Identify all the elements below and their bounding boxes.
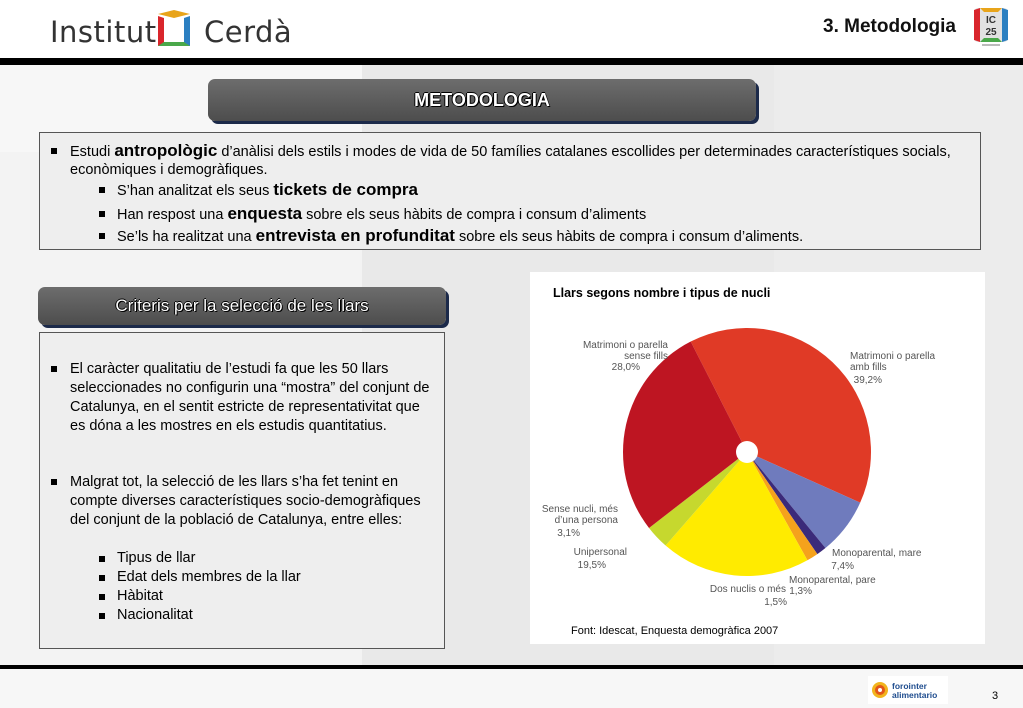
chart-source: Font: Idescat, Enquesta demogràfica 2007 xyxy=(571,625,779,637)
item-pre: Han respost una xyxy=(117,207,228,223)
header-rule xyxy=(0,58,1023,65)
criteris-paragraph-1: El caràcter qualitatiu de l’estudi fa que les 50 llars seleccionades no configurin una “mostra” del conjunt de Catalunya, en el sentit estricte de representativitat que es dóna a les mostres en els estudis quantitatius. xyxy=(70,360,435,436)
list-item: Tipus de llar xyxy=(117,550,196,566)
slice-label: Matrimoni o parella xyxy=(582,340,668,351)
logo-line1: forointer xyxy=(892,681,927,691)
badge-line2: 25 xyxy=(985,27,997,38)
forointer-alimentario-logo xyxy=(868,676,948,704)
footer-rule xyxy=(0,665,1023,669)
list-item xyxy=(117,226,967,247)
item-pre: Se’ls ha realitzat una xyxy=(117,229,256,245)
criteris-title: Criteris per la selecció de les llars xyxy=(38,287,446,325)
item-bold: tickets de compra xyxy=(273,180,418,199)
slice-value-label: 39,2% xyxy=(853,375,882,386)
slice-label: Unipersonal xyxy=(573,547,627,558)
list-item xyxy=(117,180,967,201)
badge-line1: IC xyxy=(986,15,996,26)
slice-label: Monoparental, pare xyxy=(789,575,876,586)
slice-label: Sense nucli, més xyxy=(541,504,618,515)
criteris-box xyxy=(39,332,445,649)
slice-value-label: 1,3% xyxy=(789,586,812,597)
slice-value-label: 1,5% xyxy=(764,597,787,608)
intro-bullet xyxy=(70,142,970,179)
item-bold: enquesta xyxy=(227,204,303,223)
intro-pre: Estudi xyxy=(70,144,115,160)
slice-value-label: 3,1% xyxy=(557,528,580,539)
pie-center-hole xyxy=(736,441,758,463)
institut-cerda-logo xyxy=(50,6,293,56)
item-bold: entrevista en profunditat xyxy=(255,226,455,245)
logo-mark-icon xyxy=(154,10,194,50)
metodologia-box xyxy=(39,132,981,250)
metodologia-title: METODOLOGIA xyxy=(208,79,756,121)
logo-text-right: Cerdà xyxy=(204,15,293,49)
intro-post: d’anàlisi dels estils i modes de vida de 50 famílies catalanes escollides per determinades característiques socials, econòmiques i demogràfiques. xyxy=(70,144,951,178)
slice-label: sense fills xyxy=(624,351,668,362)
item-pre: S’han analitzat els seus xyxy=(117,183,274,199)
item-post: sobre els seus hàbits de compra i consum d’aliments xyxy=(302,207,647,223)
slice-value-label: 7,4% xyxy=(831,561,854,572)
header xyxy=(0,0,1023,58)
section-title: 3. Metodologia xyxy=(823,16,956,37)
ic25-badge-icon xyxy=(972,6,1010,48)
slice-label: Matrimoni o parella xyxy=(850,351,936,362)
slice-label: d’una persona xyxy=(554,515,618,526)
list-item: Nacionalitat xyxy=(117,607,193,623)
slice-label: Monoparental, mare xyxy=(832,548,922,559)
slice-label: Dos nuclis o més xyxy=(709,584,786,595)
list-item xyxy=(117,204,967,225)
intro-bold: antropològic xyxy=(114,141,218,160)
criteris-paragraph-2: Malgrat tot, la selecció de les llars s’ha fet tenint en compte diverses característiques socio-demogràfiques del conjunt de la població de Catalunya, entre elles: xyxy=(70,473,435,530)
item-post: sobre els seus hàbits de compra i consum d’aliments. xyxy=(454,229,804,245)
slice-label: amb fills xyxy=(850,362,887,373)
list-item: Edat dels membres de la llar xyxy=(117,569,301,585)
slice-value-label: 28,0% xyxy=(611,362,640,373)
pie-chart xyxy=(530,272,985,644)
logo-line2: alimentario xyxy=(892,690,938,700)
page-number: 3 xyxy=(992,690,999,702)
forointer-logo-icon xyxy=(868,676,948,704)
list-item: Hàbitat xyxy=(117,588,163,604)
chart-title: Llars segons nombre i tipus de nucli xyxy=(553,286,771,300)
slice-value-label: 19,5% xyxy=(577,560,606,571)
logo-text-left: Institut xyxy=(50,15,157,49)
